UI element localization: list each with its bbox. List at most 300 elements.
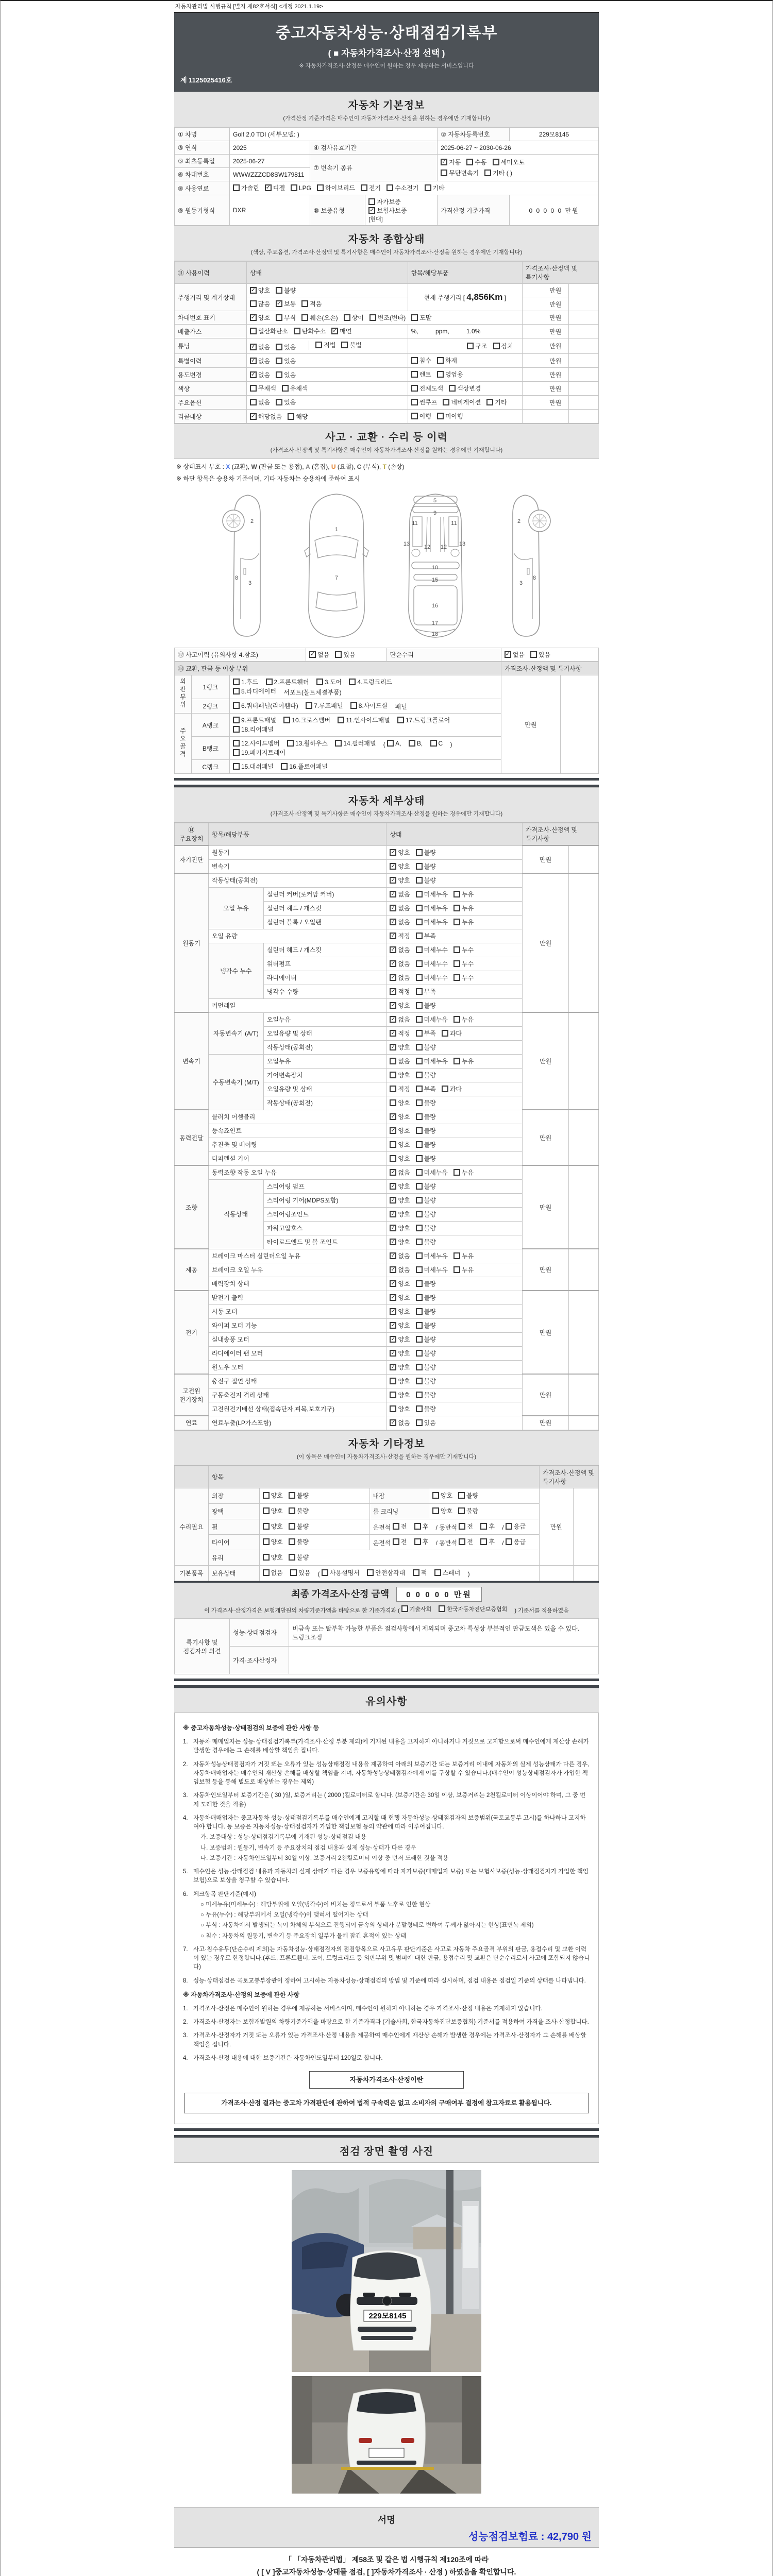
accident-header bbox=[174, 423, 599, 459]
checkbox-option[interactable] bbox=[390, 1377, 410, 1385]
checkbox-option[interactable] bbox=[361, 183, 381, 192]
symbol-T: T bbox=[382, 463, 386, 470]
checkbox-option[interactable] bbox=[449, 384, 481, 393]
checked-box-icon: ✓ bbox=[391, 1127, 396, 1133]
checkbox-option[interactable] bbox=[368, 197, 400, 206]
unchecked-box-icon bbox=[416, 960, 423, 967]
checkbox-option[interactable] bbox=[411, 412, 431, 420]
checkbox-option[interactable] bbox=[250, 370, 270, 379]
checkbox-option[interactable] bbox=[289, 1491, 309, 1500]
checkbox-option[interactable] bbox=[453, 1251, 474, 1260]
checkbox-option[interactable] bbox=[341, 341, 361, 349]
checkbox-option[interactable] bbox=[467, 342, 487, 350]
checkbox-option[interactable] bbox=[441, 168, 479, 177]
checkbox-option[interactable] bbox=[289, 1522, 309, 1531]
checkbox-option[interactable] bbox=[459, 1522, 473, 1531]
checkbox-option[interactable] bbox=[390, 1196, 410, 1205]
state-cell bbox=[386, 1012, 522, 1026]
checkbox-option[interactable] bbox=[493, 342, 513, 350]
unchecked-box-icon bbox=[416, 1336, 423, 1343]
checkbox-group bbox=[390, 1418, 441, 1427]
checkbox-option[interactable] bbox=[453, 1015, 474, 1024]
checkbox-label: 스패너 bbox=[442, 1569, 461, 1577]
performance-insurance-fee: 성능점검보험료 : 42,790 원 bbox=[468, 2531, 592, 2543]
checkbox-option[interactable] bbox=[301, 299, 322, 308]
checkbox-option[interactable] bbox=[301, 313, 338, 322]
checkbox-option[interactable] bbox=[233, 762, 274, 771]
checkbox-option[interactable] bbox=[416, 1377, 436, 1385]
checkbox-option[interactable] bbox=[316, 677, 342, 686]
checkbox-option[interactable] bbox=[416, 1084, 436, 1093]
checkbox-option[interactable] bbox=[283, 716, 330, 724]
checkbox-option[interactable] bbox=[390, 1140, 410, 1149]
checked-box-icon: ✓ bbox=[250, 287, 256, 293]
checkbox-option[interactable] bbox=[390, 1404, 410, 1413]
checkbox-option[interactable] bbox=[289, 1537, 309, 1546]
checkbox-option[interactable] bbox=[250, 327, 288, 335]
checkbox-option[interactable] bbox=[416, 1071, 436, 1079]
checkbox-option[interactable] bbox=[416, 1307, 436, 1316]
checkbox-option[interactable] bbox=[309, 650, 329, 659]
checkbox-option[interactable] bbox=[416, 848, 436, 857]
checkbox-option[interactable] bbox=[453, 959, 474, 968]
item-label: 고전원전기배선 상태(접속단자,피복,보호기구) bbox=[208, 1402, 386, 1416]
checkbox-option[interactable] bbox=[276, 398, 296, 406]
checkbox-option[interactable] bbox=[393, 1522, 407, 1531]
unchecked-box-icon bbox=[416, 1294, 423, 1301]
unchecked-box-icon bbox=[453, 1266, 460, 1273]
checkbox-option[interactable] bbox=[411, 370, 431, 379]
checkbox-option[interactable] bbox=[390, 1279, 410, 1288]
checkbox-label: 양호 bbox=[398, 1197, 410, 1204]
checkbox-option[interactable] bbox=[288, 412, 308, 421]
unchecked-box-icon bbox=[506, 1538, 512, 1545]
checkbox-option[interactable] bbox=[390, 1001, 410, 1010]
checkbox-option[interactable] bbox=[390, 1126, 410, 1135]
price-cell: 만원 bbox=[522, 396, 569, 410]
checkbox-option[interactable] bbox=[390, 1335, 410, 1344]
checkbox-option[interactable] bbox=[411, 356, 431, 365]
state-cell bbox=[386, 1263, 522, 1277]
checkbox-option[interactable] bbox=[349, 677, 392, 686]
checkbox-label: 불량 bbox=[424, 1071, 436, 1079]
checkbox-option[interactable] bbox=[441, 158, 461, 166]
checkbox-option[interactable] bbox=[276, 313, 296, 322]
checkbox-option[interactable] bbox=[466, 158, 486, 166]
checkbox-option[interactable] bbox=[276, 370, 296, 379]
checkbox-option[interactable] bbox=[416, 959, 448, 968]
checkbox-option[interactable] bbox=[289, 1553, 309, 1562]
state-cell bbox=[386, 929, 522, 943]
checkbox-option[interactable] bbox=[453, 945, 474, 954]
checkbox-option[interactable] bbox=[390, 848, 410, 857]
checkbox-option[interactable] bbox=[453, 1168, 474, 1177]
checkbox-option[interactable] bbox=[390, 1182, 410, 1191]
checkbox-label: A, bbox=[395, 739, 401, 747]
checkbox-option[interactable] bbox=[294, 327, 326, 335]
item-label: 원동기 bbox=[208, 845, 386, 859]
checkbox-option[interactable] bbox=[390, 1029, 410, 1038]
checkbox-option[interactable] bbox=[390, 1154, 410, 1163]
checkbox-label: LPG bbox=[298, 184, 311, 192]
checkbox-option[interactable] bbox=[409, 740, 423, 747]
checkbox-option[interactable] bbox=[437, 412, 463, 420]
checkbox-option[interactable] bbox=[416, 904, 448, 912]
checkbox-option[interactable] bbox=[416, 987, 436, 996]
checkbox-option[interactable] bbox=[390, 1321, 410, 1330]
passenger-car-note: ※ 하단 항목은 승용차 기준이며, 기타 자동차는 승용차에 준하여 표시 bbox=[176, 475, 360, 482]
checkbox-option[interactable] bbox=[442, 1029, 462, 1038]
checkbox-option[interactable] bbox=[493, 158, 525, 166]
checkbox-option[interactable] bbox=[390, 1349, 410, 1358]
checkbox-option[interactable] bbox=[416, 918, 448, 926]
checkbox-option[interactable] bbox=[390, 918, 410, 926]
unchecked-box-icon bbox=[263, 1569, 270, 1576]
state-cell bbox=[386, 971, 522, 985]
checked-box-icon: ✓ bbox=[391, 1225, 396, 1231]
checkbox-label: 불량 bbox=[424, 1280, 436, 1287]
checkbox-option[interactable] bbox=[416, 1029, 436, 1038]
checkbox-option[interactable] bbox=[331, 327, 351, 335]
checkbox-option[interactable] bbox=[459, 1537, 473, 1546]
checkbox-option[interactable] bbox=[233, 725, 274, 734]
checkbox-option[interactable] bbox=[453, 1265, 474, 1274]
checkbox-option[interactable] bbox=[416, 973, 448, 982]
device-label: 조향 bbox=[175, 1165, 209, 1249]
checkbox-option[interactable] bbox=[416, 1154, 436, 1163]
unchecked-box-icon bbox=[411, 357, 418, 364]
checkbox-option[interactable] bbox=[367, 1568, 405, 1577]
checkbox-option[interactable] bbox=[453, 904, 474, 912]
checkbox-label: 양호 bbox=[440, 1492, 452, 1499]
checkbox-option[interactable] bbox=[393, 1537, 407, 1546]
checkbox-option[interactable] bbox=[289, 1506, 309, 1515]
checkbox-option[interactable] bbox=[276, 299, 296, 308]
checkbox-option[interactable] bbox=[530, 650, 550, 659]
price-cell: 만원 bbox=[522, 873, 569, 1012]
checkbox-option[interactable] bbox=[416, 1224, 436, 1232]
year-label: ③ 연식 bbox=[175, 141, 230, 155]
detail-title: 자동차 세부상태 bbox=[348, 795, 425, 807]
checkbox-option[interactable] bbox=[416, 1391, 436, 1399]
checkbox-option[interactable] bbox=[414, 1522, 429, 1531]
notice-item: 7. 사고·침수유무(단순수리 제외)는 자동차성능·상태점검자의 점검항목으로 사고유무 판단기준은 사고로 자동차 주요골격 부위의 판금, 용접수리 및 교환 이력이 있는 경우로 한정합니다.(후드, 프론트휀더, 도어, 트렁크리드 등 외판부위 및 범퍼에 대한 판금, 용접수리 및 교환은 단순수리로서 사고에 포함되지 않습니다) bbox=[183, 1946, 590, 1971]
checkbox-option[interactable] bbox=[458, 1506, 478, 1515]
item-label: 동력조향 작동 오일 누유 bbox=[208, 1165, 386, 1179]
checkbox-option[interactable] bbox=[390, 973, 410, 982]
checkbox-option[interactable] bbox=[416, 1279, 436, 1288]
unchecked-box-icon bbox=[306, 702, 312, 709]
checkbox-option[interactable] bbox=[416, 876, 436, 885]
checkbox-option[interactable] bbox=[390, 1238, 410, 1246]
checkbox-option[interactable] bbox=[390, 904, 410, 912]
checkbox-label: 불량 bbox=[424, 1044, 436, 1051]
checkbox-label: 미세누유 bbox=[424, 905, 448, 912]
checkbox-option[interactable] bbox=[263, 1537, 283, 1546]
checkbox-option[interactable] bbox=[250, 299, 270, 308]
checkbox-option[interactable] bbox=[263, 1491, 283, 1500]
checkbox-option[interactable] bbox=[397, 716, 450, 724]
unchecked-box-icon bbox=[437, 413, 444, 419]
checkbox-option[interactable] bbox=[276, 286, 296, 295]
checkbox-option[interactable] bbox=[437, 356, 457, 365]
checkbox-option[interactable] bbox=[263, 1506, 283, 1515]
checkbox-option[interactable] bbox=[281, 762, 328, 771]
item-label: 오일 유량 bbox=[208, 929, 386, 943]
unchecked-box-icon bbox=[368, 198, 375, 205]
checkbox-label: 미세누유 bbox=[424, 1252, 448, 1260]
state-cell bbox=[386, 1277, 522, 1291]
checked-box-icon: ✓ bbox=[391, 1364, 396, 1370]
checkbox-option[interactable] bbox=[432, 1491, 452, 1500]
checkbox-option[interactable] bbox=[411, 313, 431, 322]
checkbox-option[interactable] bbox=[250, 357, 270, 365]
checkbox-option[interactable] bbox=[416, 1001, 436, 1010]
checkbox-option[interactable] bbox=[250, 384, 276, 393]
checkbox-option[interactable] bbox=[390, 876, 410, 885]
options-cell bbox=[429, 1503, 539, 1519]
checkbox-label: 1.후드 bbox=[241, 679, 259, 686]
checkbox-option[interactable] bbox=[416, 1265, 448, 1274]
checkbox-option[interactable] bbox=[453, 918, 474, 926]
unchecked-box-icon bbox=[466, 159, 473, 165]
checkbox-option[interactable] bbox=[233, 183, 259, 192]
unchecked-box-icon bbox=[338, 717, 344, 723]
unchecked-box-icon bbox=[416, 1099, 423, 1106]
checkbox-option[interactable] bbox=[425, 183, 445, 192]
checkbox-option[interactable] bbox=[306, 701, 343, 710]
checkbox-option[interactable] bbox=[390, 1210, 410, 1218]
checkbox-option[interactable] bbox=[369, 313, 406, 322]
checkbox-option[interactable] bbox=[290, 1568, 310, 1577]
checkbox-option[interactable] bbox=[386, 183, 418, 192]
checkbox-option[interactable] bbox=[442, 1084, 462, 1093]
checkbox-option[interactable] bbox=[390, 1112, 410, 1121]
checkbox-option[interactable] bbox=[416, 1349, 436, 1358]
basic-info-header bbox=[174, 92, 599, 127]
state-cell bbox=[246, 284, 408, 297]
checkbox-option[interactable] bbox=[344, 313, 364, 322]
checkbox-option[interactable] bbox=[416, 1126, 436, 1135]
unchecked-box-icon bbox=[432, 1492, 439, 1499]
checkbox-option[interactable] bbox=[453, 890, 474, 899]
checkbox-option[interactable] bbox=[390, 945, 410, 954]
checkbox-option[interactable] bbox=[506, 1522, 526, 1531]
unchecked-box-icon bbox=[390, 1086, 396, 1092]
checkbox-option[interactable] bbox=[233, 716, 276, 724]
checkbox-option[interactable] bbox=[368, 206, 407, 215]
checkbox-option[interactable] bbox=[263, 1568, 283, 1577]
checkbox-option[interactable] bbox=[416, 1196, 436, 1205]
checkbox-option[interactable] bbox=[317, 183, 355, 192]
rank-group-label: 외판부위 bbox=[175, 675, 192, 714]
checkbox-option[interactable] bbox=[390, 890, 410, 899]
checkbox-option[interactable] bbox=[282, 384, 308, 393]
checkbox-option[interactable] bbox=[390, 959, 410, 968]
checkbox-group bbox=[390, 862, 441, 871]
checkbox-option[interactable] bbox=[390, 1168, 410, 1177]
checkbox-option[interactable] bbox=[390, 862, 410, 871]
checkbox-label: 네비게이션 bbox=[451, 399, 481, 406]
checkbox-option[interactable] bbox=[276, 357, 296, 365]
inline-text: / bbox=[502, 1539, 504, 1547]
checkbox-option[interactable] bbox=[439, 1605, 507, 1613]
checkbox-option[interactable] bbox=[416, 1015, 448, 1024]
checkbox-option[interactable] bbox=[265, 183, 285, 192]
checkbox-option[interactable] bbox=[390, 1265, 410, 1274]
checkbox-option[interactable] bbox=[416, 1210, 436, 1218]
checkbox-option[interactable] bbox=[390, 1057, 410, 1065]
checkbox-option[interactable] bbox=[416, 945, 448, 954]
device-label: 원동기 bbox=[175, 873, 209, 1012]
checkbox-option[interactable] bbox=[416, 890, 448, 899]
checkbox-option[interactable] bbox=[390, 1224, 410, 1232]
checkbox-option[interactable] bbox=[506, 1537, 526, 1546]
checkbox-option[interactable] bbox=[416, 1363, 436, 1371]
checkbox-option[interactable] bbox=[335, 650, 355, 659]
unchecked-box-icon bbox=[263, 1523, 270, 1530]
checkbox-option[interactable] bbox=[390, 1071, 410, 1079]
checkbox-option[interactable] bbox=[291, 184, 311, 192]
checkbox-option[interactable] bbox=[458, 1491, 478, 1500]
checkbox-option[interactable] bbox=[411, 384, 443, 393]
checkbox-option[interactable] bbox=[437, 370, 463, 379]
checkbox-label: 불량 bbox=[424, 863, 436, 870]
checkbox-option[interactable] bbox=[416, 1098, 436, 1107]
checkbox-label: 있음 bbox=[424, 1419, 436, 1427]
checkbox-option[interactable] bbox=[390, 1391, 410, 1399]
checkbox-option[interactable] bbox=[416, 1043, 436, 1052]
inline-text: ( bbox=[317, 1570, 320, 1578]
checkbox-option[interactable] bbox=[414, 1537, 429, 1546]
checkbox-option[interactable] bbox=[416, 1238, 436, 1246]
state-cell bbox=[386, 1221, 522, 1235]
checked-box-icon: ✓ bbox=[391, 1016, 396, 1022]
unchecked-box-icon bbox=[453, 1252, 460, 1259]
checkbox-option[interactable] bbox=[390, 1307, 410, 1316]
checkbox-option[interactable] bbox=[505, 650, 525, 659]
checkbox-option[interactable] bbox=[390, 931, 410, 940]
checkbox-option[interactable] bbox=[266, 677, 309, 686]
notice-item: 5. 매수인은 성능·상태점검 내용과 자동차의 실제 상태가 다른 경우 보증유형에 따라 자가보증(매매업자 보증) 또는 보험사보증(성능·상태점검자가 가입한 책임보험)으로 보상을 청구할 수 있습니다. bbox=[183, 1869, 589, 1884]
checkbox-option[interactable] bbox=[233, 677, 258, 686]
checkbox-option[interactable] bbox=[416, 1418, 436, 1427]
checkbox-option[interactable] bbox=[315, 341, 335, 349]
checkbox-option[interactable] bbox=[233, 748, 285, 757]
checkbox-option[interactable] bbox=[416, 1182, 436, 1191]
item-values: %, ppm, 1.0% bbox=[411, 328, 481, 335]
checkbox-group bbox=[390, 1321, 441, 1330]
checkbox-option[interactable] bbox=[263, 1522, 283, 1531]
checkbox-option[interactable] bbox=[390, 1015, 410, 1024]
checkbox-option[interactable] bbox=[416, 1293, 436, 1302]
panel-number: 11 bbox=[412, 520, 418, 527]
checkbox-option[interactable] bbox=[416, 862, 436, 871]
unchecked-box-icon bbox=[301, 314, 308, 321]
checkbox-label: 자가보증 bbox=[377, 198, 401, 206]
unchecked-box-icon bbox=[250, 328, 257, 334]
checkbox-option[interactable] bbox=[390, 1084, 410, 1093]
checkbox-option[interactable] bbox=[416, 1112, 436, 1121]
checkbox-option[interactable] bbox=[416, 931, 436, 940]
checkbox-option[interactable] bbox=[390, 1251, 410, 1260]
checkbox-option[interactable] bbox=[338, 716, 390, 724]
checkbox-option[interactable] bbox=[416, 1168, 448, 1177]
unchecked-box-icon bbox=[416, 933, 423, 939]
checkbox-option[interactable] bbox=[416, 1140, 436, 1149]
checkbox-option[interactable] bbox=[434, 1568, 461, 1577]
checkbox-label: 불량 bbox=[424, 1127, 436, 1134]
notes-cell bbox=[569, 382, 599, 396]
checkbox-option[interactable] bbox=[390, 1043, 410, 1052]
checkbox-option[interactable] bbox=[250, 313, 270, 322]
unchecked-box-icon bbox=[369, 314, 376, 321]
unchecked-box-icon bbox=[386, 184, 393, 191]
checkbox-option[interactable] bbox=[350, 701, 388, 710]
checkbox-option[interactable] bbox=[430, 740, 443, 747]
checkbox-option[interactable] bbox=[390, 1293, 410, 1302]
checkbox-option[interactable] bbox=[480, 1522, 495, 1531]
checkbox-label: 적정 bbox=[398, 988, 410, 995]
rank-group-label: 주요골격 bbox=[175, 714, 192, 774]
checkbox-option[interactable] bbox=[233, 687, 276, 696]
checkbox-option[interactable] bbox=[416, 1335, 436, 1344]
checkbox-option[interactable] bbox=[390, 1363, 410, 1371]
col-price: 가격조사·산정액 및 특기사항 bbox=[522, 823, 598, 846]
checkbox-label: 불량 bbox=[424, 877, 436, 884]
checkbox-option[interactable] bbox=[416, 1251, 448, 1260]
checkbox-option[interactable] bbox=[453, 1057, 474, 1065]
checkbox-option[interactable] bbox=[390, 1418, 410, 1427]
checkbox-option[interactable] bbox=[443, 398, 481, 406]
checked-box-icon: ✓ bbox=[442, 159, 447, 165]
checkbox-option[interactable] bbox=[401, 1605, 432, 1613]
checkbox-option[interactable] bbox=[387, 740, 401, 747]
checkbox-option[interactable] bbox=[453, 973, 474, 982]
checkbox-option[interactable] bbox=[263, 1553, 283, 1562]
inline-text: 기준서를 bbox=[518, 1607, 540, 1614]
checkbox-option[interactable] bbox=[416, 1057, 448, 1065]
car-damage-diagrams bbox=[174, 483, 599, 648]
checkbox-option[interactable] bbox=[250, 286, 270, 295]
checkbox-option[interactable] bbox=[276, 343, 296, 351]
checkbox-option[interactable] bbox=[416, 1404, 436, 1413]
checkbox-option[interactable] bbox=[250, 343, 270, 351]
checkbox-option[interactable] bbox=[411, 398, 438, 406]
state-cell bbox=[386, 1416, 522, 1430]
checkbox-option[interactable] bbox=[413, 1568, 427, 1577]
checkbox-option[interactable] bbox=[250, 412, 282, 421]
checkbox-option[interactable] bbox=[416, 1321, 436, 1330]
checkbox-option[interactable] bbox=[432, 1506, 452, 1515]
checkbox-option[interactable] bbox=[287, 739, 328, 748]
item-label: 충전구 절연 상태 bbox=[208, 1374, 386, 1388]
checkbox-option[interactable] bbox=[335, 739, 376, 748]
checkbox-option[interactable] bbox=[250, 398, 270, 406]
checkbox-option[interactable] bbox=[233, 701, 298, 710]
checkbox-option[interactable] bbox=[484, 168, 512, 177]
checkbox-option[interactable] bbox=[322, 1568, 360, 1577]
checkbox-option[interactable] bbox=[390, 987, 410, 996]
checkbox-option[interactable] bbox=[233, 739, 280, 748]
notice-item: 1. 자동차 매매업자는 성능·상태점검기록부(가격조사·산정 부분 제외)에 기재된 내용을 고지하지 아니하거나 거짓으로 고지함으로써 매수인에게 재산상 손해가 발생한 경우에는 그 손해를 배상할 책임을 집니다. bbox=[183, 1739, 589, 1754]
checkbox-option[interactable] bbox=[486, 398, 507, 406]
checkbox-option[interactable] bbox=[480, 1537, 495, 1546]
checkbox-option[interactable] bbox=[390, 1098, 410, 1107]
rank-label: 2랭크 bbox=[191, 699, 229, 714]
checkbox-label: 불량 bbox=[424, 1002, 436, 1009]
checkbox-group bbox=[390, 1404, 441, 1413]
